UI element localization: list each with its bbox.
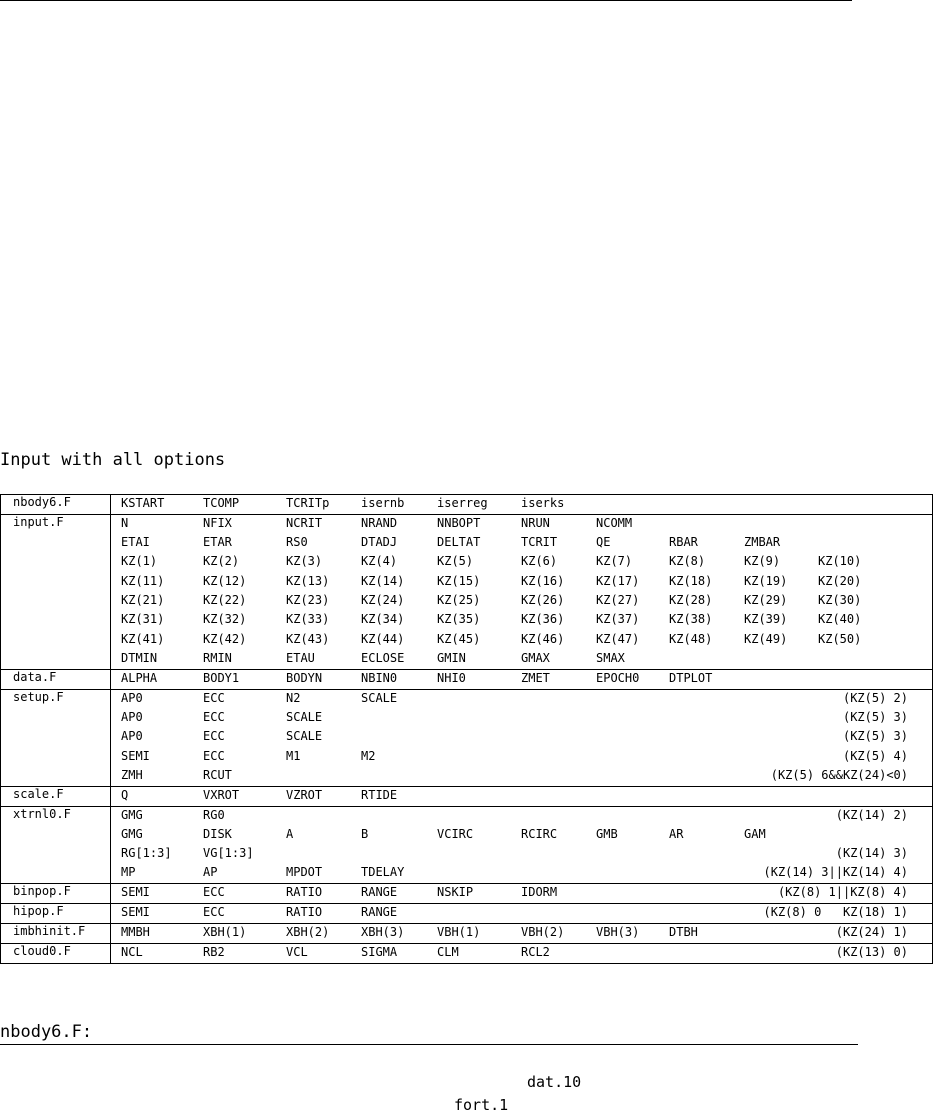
parameter-cell: ECC bbox=[203, 748, 225, 763]
condition-cell: (KZ(24) 1) bbox=[835, 925, 908, 940]
parameter-cell: AP bbox=[203, 865, 218, 880]
parameter-cell: KZ(2) bbox=[203, 554, 240, 569]
parameter-cell: ZMET bbox=[521, 670, 550, 685]
parameter-cell: KZ(33) bbox=[286, 612, 330, 627]
condition-cell: (KZ(14) 2) bbox=[835, 807, 908, 822]
table-row bbox=[1, 669, 933, 689]
parameter-cell: KZ(10) bbox=[818, 554, 862, 569]
file-name-cell bbox=[1, 845, 111, 864]
parameter-cell: NFIX bbox=[203, 516, 232, 530]
parameter-cell: RANGE bbox=[361, 885, 398, 900]
file-name-cell: data.F bbox=[1, 669, 111, 689]
parameter-cell: IDORM bbox=[521, 885, 558, 900]
table-row bbox=[1, 553, 933, 572]
parameter-cell: VCL bbox=[286, 945, 308, 960]
parameter-cell: DTBH bbox=[669, 925, 698, 940]
parameter-cell: SMAX bbox=[596, 650, 625, 665]
parameter-cell: ETAI bbox=[121, 535, 150, 550]
parameter-cell: GMG bbox=[121, 826, 143, 841]
parameter-cell: KZ(13) bbox=[286, 573, 330, 588]
parameter-cell: isernb bbox=[361, 496, 405, 510]
parameter-cell: SCALE bbox=[286, 709, 323, 724]
parameter-cell: VG[1:3] bbox=[203, 846, 254, 861]
parameter-cell: ALPHA bbox=[121, 670, 158, 685]
parameter-cell: RS0 bbox=[286, 535, 308, 550]
parameter-cell: KZ(39) bbox=[744, 612, 788, 627]
parameter-cell: KZ(29) bbox=[744, 593, 788, 608]
parameter-cell: KZ(27) bbox=[596, 593, 640, 608]
file-name-cell bbox=[1, 630, 111, 649]
parameter-cell: SCALE bbox=[361, 690, 398, 705]
parameter-cell: KZ(45) bbox=[437, 631, 481, 646]
parameter-cell: KZ(44) bbox=[361, 631, 405, 646]
parameter-cell: KZ(40) bbox=[818, 612, 862, 627]
condition-cell: (KZ(5) 4) bbox=[842, 748, 908, 763]
parameter-cell: AR bbox=[669, 826, 684, 841]
file-name-cell: input.F bbox=[1, 515, 111, 535]
parameter-cell: N bbox=[121, 516, 129, 530]
parameter-cell: ECLOSE bbox=[361, 650, 405, 665]
table-row bbox=[1, 806, 933, 826]
parameter-cell: KZ(26) bbox=[521, 593, 565, 608]
table-row bbox=[1, 630, 933, 649]
table-row bbox=[1, 515, 933, 535]
parameter-cell: DTADJ bbox=[361, 535, 398, 550]
table-row bbox=[1, 592, 933, 611]
parameter-cell: RTIDE bbox=[361, 787, 398, 802]
parameter-cell: NCOMM bbox=[596, 516, 633, 530]
parameter-cell: NCRIT bbox=[286, 516, 323, 530]
parameter-cell: BODY1 bbox=[203, 670, 240, 685]
parameter-cell: KZ(46) bbox=[521, 631, 565, 646]
parameter-cell: KZ(50) bbox=[818, 631, 862, 646]
parameter-cell: GMG bbox=[121, 807, 143, 822]
section-rule bbox=[0, 1044, 858, 1045]
parameter-cell: SCALE bbox=[286, 729, 323, 744]
parameter-cell: A bbox=[286, 826, 294, 841]
parameter-cell: KZ(19) bbox=[744, 573, 788, 588]
parameter-cell: CLM bbox=[437, 945, 459, 960]
parameter-cell: DISK bbox=[203, 826, 232, 841]
parameter-cell: NCL bbox=[121, 945, 143, 960]
parameter-cell: KZ(5) bbox=[437, 554, 474, 569]
parameter-cell: B bbox=[361, 826, 369, 841]
parameter-cell: KZ(21) bbox=[121, 593, 165, 608]
table-row bbox=[1, 786, 933, 806]
parameter-cell: RB2 bbox=[203, 945, 225, 960]
parameter-cell: KZ(12) bbox=[203, 573, 247, 588]
table-row bbox=[1, 611, 933, 630]
condition-cell: (KZ(8) 1||KZ(8) 4) bbox=[777, 885, 908, 900]
table-row bbox=[1, 573, 933, 592]
parameter-cell: NSKIP bbox=[437, 885, 474, 900]
file-name-cell: binpop.F bbox=[1, 884, 111, 904]
parameter-cell: RATIO bbox=[286, 905, 323, 920]
parameter-cell: KZ(31) bbox=[121, 612, 165, 627]
parameter-cell: RATIO bbox=[286, 885, 323, 900]
parameter-cell: MP bbox=[121, 865, 136, 880]
parameter-cell: KZ(48) bbox=[669, 631, 713, 646]
table-row bbox=[1, 495, 933, 515]
file-name-cell bbox=[1, 826, 111, 845]
parameter-cell: SEMI bbox=[121, 885, 150, 900]
parameter-cell: DTPLOT bbox=[669, 670, 713, 685]
parameter-cell: M1 bbox=[286, 748, 301, 763]
parameter-cell: KZ(47) bbox=[596, 631, 640, 646]
file-name-cell bbox=[1, 864, 111, 884]
parameter-cell: KZ(17) bbox=[596, 573, 640, 588]
parameter-cell: RG[1:3] bbox=[121, 846, 172, 861]
parameter-cell: VZROT bbox=[286, 787, 323, 802]
parameter-cell: MMBH bbox=[121, 925, 150, 940]
file-name-cell bbox=[1, 553, 111, 572]
parameter-cell: GMAX bbox=[521, 650, 550, 665]
parameter-cell: AP0 bbox=[121, 690, 143, 705]
parameter-cell: KZ(6) bbox=[521, 554, 558, 569]
file-name-cell bbox=[1, 709, 111, 728]
parameter-cell: VBH(3) bbox=[596, 925, 640, 940]
parameter-cell: KZ(18) bbox=[669, 573, 713, 588]
parameter-cell: TCRITp bbox=[286, 496, 330, 510]
parameter-cell: KZ(15) bbox=[437, 573, 481, 588]
file-name-cell: nbody6.F bbox=[1, 495, 111, 515]
file-name-cell bbox=[1, 573, 111, 592]
condition-cell: (KZ(5) 2) bbox=[842, 690, 908, 705]
parameter-cell: KSTART bbox=[121, 496, 165, 510]
parameter-cell: M2 bbox=[361, 748, 376, 763]
parameter-cell: KZ(28) bbox=[669, 593, 713, 608]
parameter-cell: KZ(41) bbox=[121, 631, 165, 646]
parameter-cell: KZ(34) bbox=[361, 612, 405, 627]
parameter-cell: KZ(38) bbox=[669, 612, 713, 627]
parameter-cell: KZ(36) bbox=[521, 612, 565, 627]
table-row bbox=[1, 650, 933, 670]
table-row bbox=[1, 689, 933, 709]
parameter-cell: VBH(1) bbox=[437, 925, 481, 940]
parameter-cell: TCOMP bbox=[203, 496, 240, 510]
parameter-cell: ETAR bbox=[203, 535, 232, 550]
parameter-cell: KZ(23) bbox=[286, 593, 330, 608]
section-heading: Input with all options bbox=[0, 450, 226, 470]
parameter-cell: KZ(11) bbox=[121, 573, 165, 588]
parameter-cell: GMIN bbox=[437, 650, 466, 665]
parameter-cell: VCIRC bbox=[437, 826, 474, 841]
parameter-cell: KZ(14) bbox=[361, 573, 405, 588]
parameter-cell: ECC bbox=[203, 709, 225, 724]
parameter-cell: AP0 bbox=[121, 709, 143, 724]
parameter-cell: RG0 bbox=[203, 807, 225, 822]
condition-cell: (KZ(5) 3) bbox=[842, 709, 908, 724]
parameter-cell: ZMBAR bbox=[744, 535, 781, 550]
parameter-cell: DTMIN bbox=[121, 650, 158, 665]
table-row bbox=[1, 884, 933, 904]
file-name-cell: cloud0.F bbox=[1, 944, 111, 964]
file-name-cell bbox=[1, 592, 111, 611]
parameter-cell: RCUT bbox=[203, 767, 232, 782]
table-row bbox=[1, 944, 933, 964]
parameter-cell: KZ(49) bbox=[744, 631, 788, 646]
table-row bbox=[1, 864, 933, 884]
condition-cell: (KZ(14) 3||KZ(14) 4) bbox=[763, 865, 908, 880]
parameter-cell: N2 bbox=[286, 690, 301, 705]
parameter-cell: TCRIT bbox=[521, 535, 558, 550]
parameter-cell: GAM bbox=[744, 826, 766, 841]
parameter-cell: KZ(30) bbox=[818, 593, 862, 608]
parameter-cell: KZ(16) bbox=[521, 573, 565, 588]
parameter-cell: NBIN0 bbox=[361, 670, 398, 685]
parameter-cell: KZ(42) bbox=[203, 631, 247, 646]
parameter-cell: RMIN bbox=[203, 650, 232, 665]
table-row bbox=[1, 747, 933, 766]
condition-cell: (KZ(14) 3) bbox=[835, 846, 908, 861]
table-row bbox=[1, 845, 933, 864]
file-name-cell: xtrnl0.F bbox=[1, 806, 111, 826]
parameter-cell: KZ(7) bbox=[596, 554, 633, 569]
parameter-cell: ZMH bbox=[121, 767, 143, 782]
parameter-cell: KZ(25) bbox=[437, 593, 481, 608]
parameter-cell: GMB bbox=[596, 826, 618, 841]
parameter-cell: VBH(2) bbox=[521, 925, 565, 940]
parameter-cell: KZ(4) bbox=[361, 554, 398, 569]
input-parameter-table bbox=[0, 494, 933, 964]
file-name-cell: imbhinit.F bbox=[1, 924, 111, 944]
parameter-cell: RCL2 bbox=[521, 945, 550, 960]
parameter-cell: KZ(3) bbox=[286, 554, 323, 569]
parameter-cell: Q bbox=[121, 787, 129, 802]
parameter-cell: NRAND bbox=[361, 516, 398, 530]
parameter-cell: KZ(8) bbox=[669, 554, 706, 569]
parameter-cell: DELTAT bbox=[437, 535, 481, 550]
parameter-cell: ECC bbox=[203, 729, 225, 744]
file-name-cell: setup.F bbox=[1, 689, 111, 709]
footer-line-2: fort.1 bbox=[454, 1096, 509, 1114]
parameter-cell: KZ(20) bbox=[818, 573, 862, 588]
footer-line-1: dat.10 bbox=[527, 1073, 582, 1091]
parameter-cell: RBAR bbox=[669, 535, 698, 550]
parameter-cell: KZ(1) bbox=[121, 554, 158, 569]
parameter-cell: TDELAY bbox=[361, 865, 405, 880]
parameter-cell: KZ(22) bbox=[203, 593, 247, 608]
parameter-cell: NRUN bbox=[521, 516, 550, 530]
parameter-cell: NNBOPT bbox=[437, 516, 481, 530]
condition-cell: (KZ(5) 3) bbox=[842, 729, 908, 744]
parameter-cell: SIGMA bbox=[361, 945, 398, 960]
table-row bbox=[1, 728, 933, 747]
parameter-cell: RANGE bbox=[361, 905, 398, 920]
file-name-cell bbox=[1, 728, 111, 747]
parameter-cell: SEMI bbox=[121, 748, 150, 763]
parameter-cell: ECC bbox=[203, 885, 225, 900]
file-name-cell bbox=[1, 767, 111, 787]
condition-cell: (KZ(5) 6&&KZ(24)<0) bbox=[770, 767, 908, 782]
top-rule bbox=[0, 0, 852, 1]
parameter-cell: XBH(3) bbox=[361, 925, 405, 940]
parameter-cell: QE bbox=[596, 535, 611, 550]
parameter-cell: VXROT bbox=[203, 787, 240, 802]
parameter-cell: BODYN bbox=[286, 670, 323, 685]
parameter-cell: KZ(37) bbox=[596, 612, 640, 627]
parameter-cell: KZ(9) bbox=[744, 554, 781, 569]
parameter-cell: EPOCH0 bbox=[596, 670, 640, 685]
table-row bbox=[1, 534, 933, 553]
parameter-cell: ECC bbox=[203, 905, 225, 920]
file-name-cell bbox=[1, 650, 111, 670]
condition-cell: (KZ(8) 0 KZ(18) 1) bbox=[763, 905, 908, 920]
parameter-cell: NHI0 bbox=[437, 670, 466, 685]
section-heading-nbody6: nbody6.F: bbox=[0, 1022, 93, 1042]
file-name-cell: scale.F bbox=[1, 786, 111, 806]
file-name-cell bbox=[1, 747, 111, 766]
parameter-cell: iserreg bbox=[437, 496, 488, 510]
table-row bbox=[1, 826, 933, 845]
table-row bbox=[1, 924, 933, 944]
parameter-cell: KZ(24) bbox=[361, 593, 405, 608]
parameter-cell: SEMI bbox=[121, 905, 150, 920]
parameter-cell: ECC bbox=[203, 690, 225, 705]
parameter-cell: KZ(32) bbox=[203, 612, 247, 627]
table-row bbox=[1, 767, 933, 787]
parameter-cell: KZ(43) bbox=[286, 631, 330, 646]
parameter-cell: AP0 bbox=[121, 729, 143, 744]
parameter-cell: MPDOT bbox=[286, 865, 323, 880]
condition-cell: (KZ(13) 0) bbox=[835, 945, 908, 960]
parameter-cell: iserks bbox=[521, 496, 565, 510]
parameter-cell: XBH(1) bbox=[203, 925, 247, 940]
table-row bbox=[1, 904, 933, 924]
file-name-cell bbox=[1, 611, 111, 630]
file-name-cell: hipop.F bbox=[1, 904, 111, 924]
parameter-cell: RCIRC bbox=[521, 826, 558, 841]
table-row bbox=[1, 709, 933, 728]
parameter-cell: ETAU bbox=[286, 650, 315, 665]
file-name-cell bbox=[1, 534, 111, 553]
parameter-cell: KZ(35) bbox=[437, 612, 481, 627]
parameter-cell: XBH(2) bbox=[286, 925, 330, 940]
